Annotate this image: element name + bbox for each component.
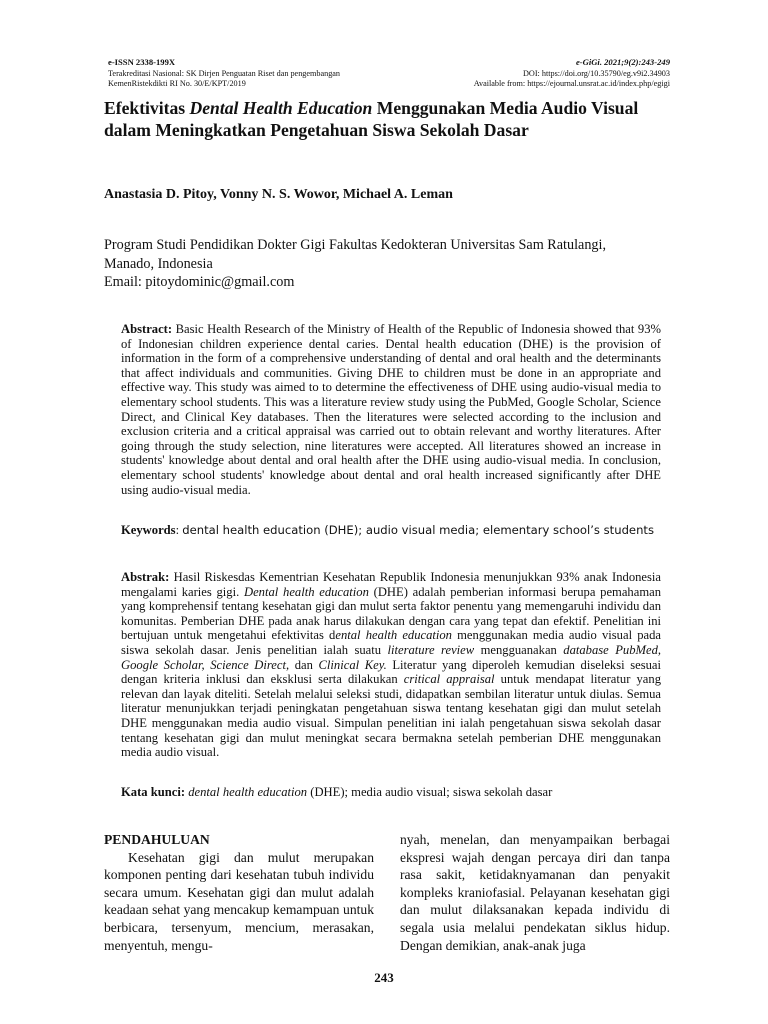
abstrak-italic-2: ental health education [335, 628, 452, 643]
issn: e-ISSN 2338-199X [108, 57, 176, 67]
header-right [440, 57, 670, 90]
accreditation-line-2: KemenRistekdikti RI No. 30/E/KPT/2019 [108, 79, 246, 88]
abstrak-text-4: mengguanakan [474, 642, 564, 657]
paragraph-text-right: nyah, menelan, dan menyampaikan berbagai ekspresi wajah dengan percaya diri dan tanpa rasa sakit, ketidaknyamanan dan penyakit kompleks kraniofasial. Pelayanan kesehatan gigi dan mulut dilaksanakan kepada individu di segala usia melalui pendekatan siklus hidup. Dengan demikian, anak-anak juga [400, 832, 670, 953]
header-left [108, 57, 340, 90]
abstrak-italic-6: critical appraisal [403, 672, 495, 687]
abstract-indonesian [121, 570, 661, 760]
keywords-label: Keywords [121, 523, 176, 537]
article-title [104, 97, 684, 141]
affiliation-block [104, 236, 694, 292]
doi-link[interactable]: DOI: https://doi.org/10.35790/eg.v9i2.34903 [523, 68, 670, 78]
kata-kunci-text: (DHE); media audio visual; siswa sekolah dasar [307, 785, 553, 799]
abstrak-text-5: dan [289, 657, 319, 672]
affiliation-line-1: Program Studi Pendidikan Dokter Gigi Fakultas Kedokteran Universitas Sam Ratulangi, [104, 237, 607, 253]
abstrak-text-3: menggunakan media audio visual pada siswa sekolah dasar. Jenis penelitian ialah suatu [121, 628, 661, 657]
abstract-label: Abstract: [121, 322, 173, 336]
abstrak-text-7: untuk mendapat literatur yang relevan dan layak diteliti. Setelah melalui seleksi studi, didapatkan sembilan literatur untuk diulas. Semua literatur menunjukkan terjadi peningkatan pengetahuan siswa tentang kesehatan gigi dan mulut setelah DHE menggunakan media audio visual. Simpulan penelitian ini ialah pengetahuan siswa sekolah dasar tentang kesehatan gigi dan mulut meningkat secara bermakna setelah pemberian DHE menggunakan media audio visual. [121, 672, 661, 760]
keywords-separator: : [175, 523, 183, 537]
section-heading: PENDAHULUAN [104, 832, 210, 847]
keywords-text: dental health education (DHE); audio visual media; elementary school’s students [182, 523, 655, 537]
abstrak-italic-4: database PubMed, Google Scholar, Science Direct, [121, 642, 662, 672]
page-number: 243 [374, 970, 394, 985]
abstrak-label: Abstrak: [121, 570, 170, 584]
body-column-left [104, 831, 374, 954]
abstrak-italic-5: Clinical Key. [318, 657, 387, 672]
abstract-text: Basic Health Research of the Ministry of Health of the Republic of Indonesia showed that 93% of Indonesian children experience dental caries. Dental health education (DHE) is the provision of information in the form of a comprehensive understanding of dental and oral health and the determinants that affect individuals and communities. Giving DHE to children must be done in an appropriate and effective way. This study was aimed to to determine the effectiveness of DHE using audio-visual media to elementary school students. This was a literature review study using the PubMed, Google Scholar, Science Direct, and Clinical Key databases. Then the literatures were selected according to the inclusion and exclusion criteria and a critical appraisal was carried out to obtain relevant and worthy literatures. After going through the study selection, nine literatures were accepted. All literatures showed an increase in students' knowledge about dental and oral health after the DHE using audio-visual media. In conclusion, elementary school students' knowledge about dental and oral health increased significantly after DHE using audio-visual media. [121, 322, 661, 497]
kata-kunci-label: Kata kunci: [121, 785, 186, 799]
author-list: Anastasia D. Pitoy, Vonny N. S. Wowor, Michael A. Leman [104, 187, 453, 202]
journal-citation: e-GiGi. 2021;9(2):243-249 [575, 57, 670, 67]
keywords-english [121, 523, 654, 538]
title-part-3: Menggunakan Media Audio Visual dalam Meningkatkan Pengetahuan Siswa Sekolah Dasar [104, 98, 639, 140]
abstrak-text-6: Literatur yang diperoleh kemudian diseleksi sesuai dengan kriteria inklusi dan eksklusi serta dilakukan [121, 657, 661, 687]
abstrak-text-2: (DHE) adalah pemberian informasi berupa pemahaman yang komprehensif tentang kesehatan gigi dan mulut serta faktor penentu yang memengaruhi individu dan komunitas. Pemberian DHE pada anak harus dilakukan dengan cara yang tepat dan efektif. Penelitian ini bertujuan untuk mengetahui efektivitas d [121, 584, 662, 643]
title-italic-part: Dental Health Education [189, 98, 373, 118]
paragraph-text-left: Kesehatan gigi dan mulut merupakan komponen penting dari kesehatan tubuh individu secara umum. Kesehatan gigi dan mulut adalah keadaan sehat yang mencakup kemampuan untuk berbicara, tersenyum, mencium, merasakan, menyentuh, mengu- [104, 849, 374, 953]
accreditation-line-1: Terakreditasi Nasional: SK Dirjen Penguatan Riset dan pengembangan [108, 68, 341, 78]
abstrak-italic-3: literature review [387, 642, 475, 657]
abstract-english [121, 322, 661, 497]
author-email[interactable]: Email: pitoydominic@gmail.com [104, 274, 295, 290]
body-column-right [400, 831, 670, 954]
kata-kunci-italic: dental health education [188, 785, 308, 799]
affiliation-line-2: Manado, Indonesia [104, 255, 213, 272]
abstrak-text-1: Hasil Riskesdas Kementrian Kesehatan Republik Indonesia menunjukkan 93% anak Indonesia mengalami karies gigi. [121, 570, 661, 599]
keywords-indonesian [121, 785, 552, 800]
title-part-1: Efektivitas [104, 98, 190, 118]
available-from-link[interactable]: Available from: https://ejournal.unsrat.ac.id/index.php/egigi [473, 79, 670, 88]
abstrak-italic-1: Dental health education [244, 584, 369, 599]
